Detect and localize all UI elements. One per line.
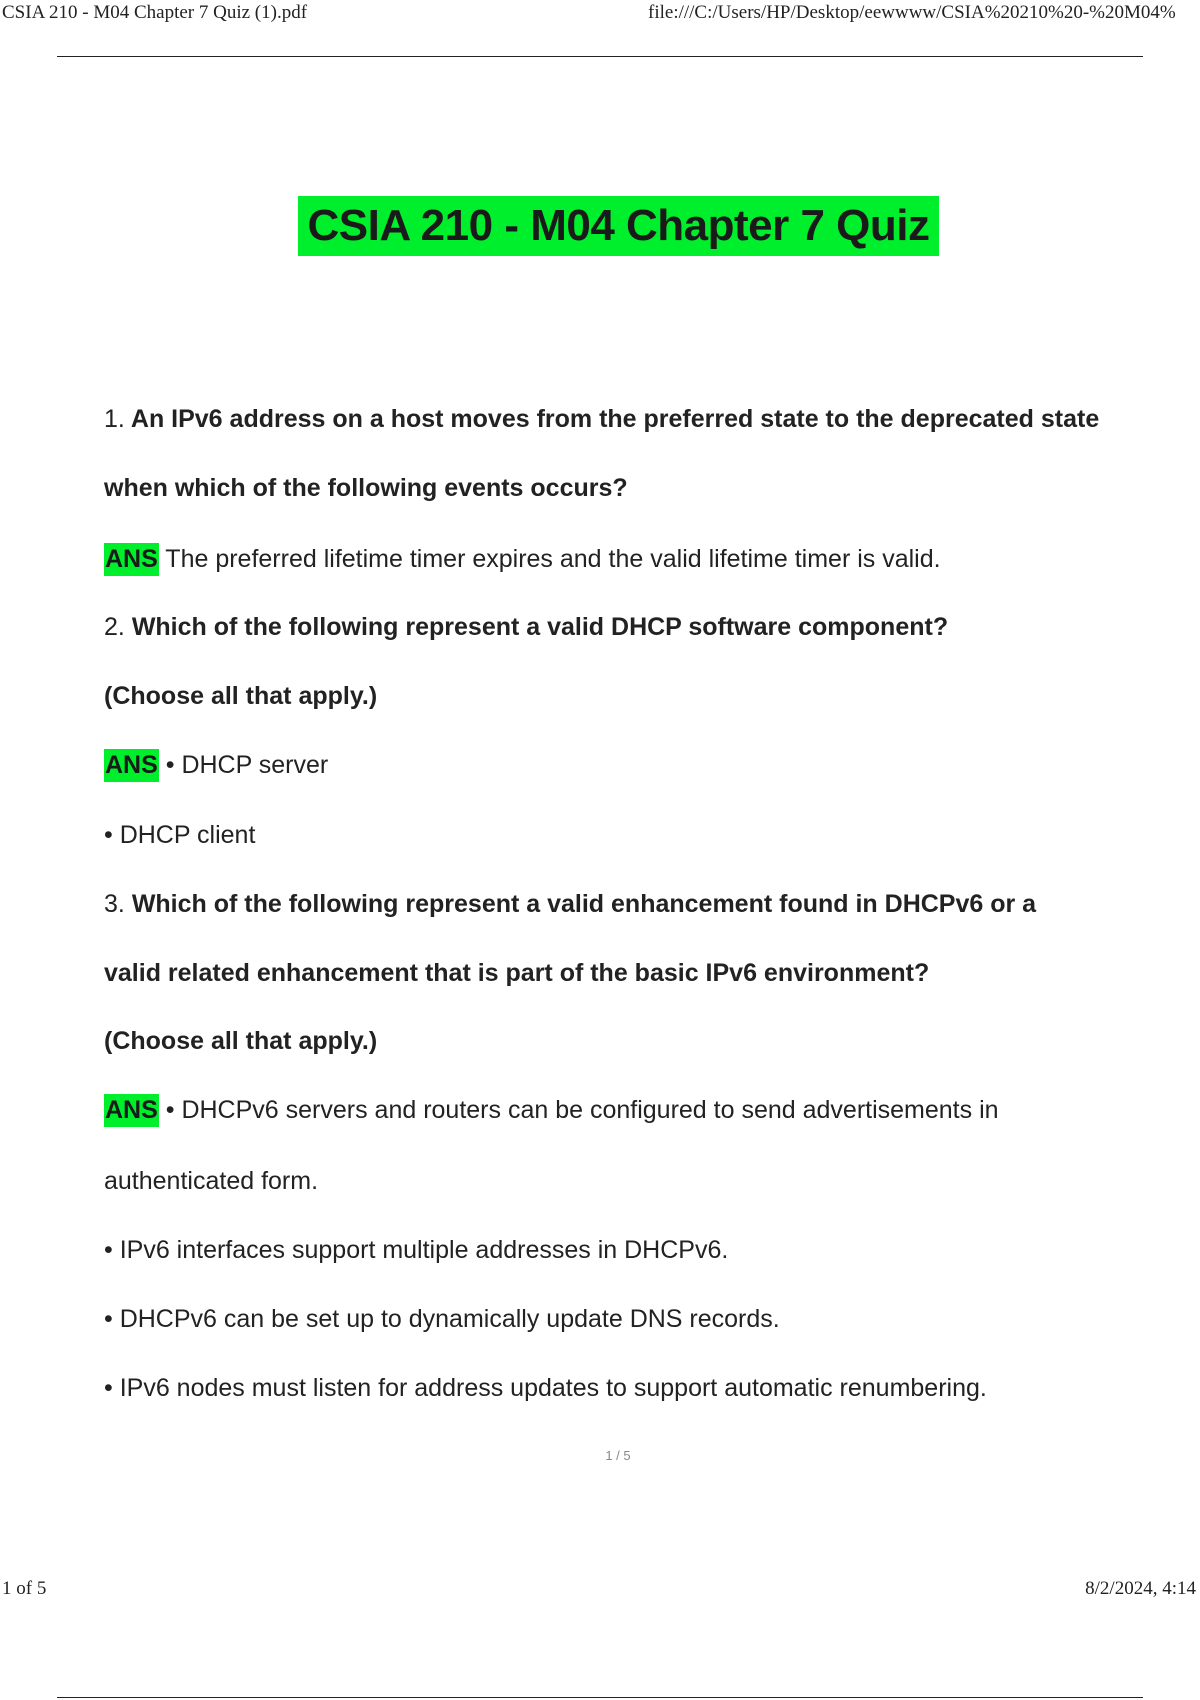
print-header-title: CSIA 210 - M04 Chapter 7 Quiz (1).pdf (2, 2, 308, 23)
answer-2-line-2: • DHCP client (104, 821, 256, 849)
answer-3-line-2: authenticated form. (104, 1167, 319, 1195)
question-text: An IPv6 address on a host moves from the preferred state to the deprecated state (130, 405, 1100, 433)
question-3-line-1 (104, 890, 1036, 919)
header-divider (57, 56, 1143, 57)
ans-label: ANS (104, 749, 159, 782)
print-header-url: file:///C:/Users/HP/Desktop/eewwww/CSIA%20210%20-%20M04% (648, 2, 1176, 23)
question-3-line-2: valid related enhancement that is part of the basic IPv6 environment? (104, 959, 930, 987)
ans-label: ANS (104, 543, 159, 576)
answer-text: The preferred lifetime timer expires and the valid lifetime timer is valid. (165, 545, 941, 573)
answer-3-line-3: • IPv6 interfaces support multiple addresses in DHCPv6. (104, 1236, 729, 1264)
print-footer-datetime: 8/2/2024, 4:14 (1085, 1578, 1196, 1599)
page-indicator: 1 / 5 (605, 1448, 631, 1463)
question-3-line-3: (Choose all that apply.) (104, 1027, 378, 1055)
document-title: CSIA 210 - M04 Chapter 7 Quiz (298, 196, 939, 256)
answer-2-line-1 (104, 751, 328, 780)
footer-divider (57, 1697, 1143, 1698)
question-2-line-2: (Choose all that apply.) (104, 682, 378, 710)
answer-3-line-4: • DHCPv6 can be set up to dynamically update DNS records. (104, 1305, 780, 1333)
answer-3-line-1 (104, 1096, 999, 1125)
answer-text: • DHCPv6 servers and routers can be configured to send advertisements in (165, 1096, 999, 1124)
answer-1-line-1 (104, 545, 941, 574)
answer-3-line-5: • IPv6 nodes must listen for address updates to support automatic renumbering. (104, 1374, 987, 1402)
question-text: Which of the following represent a valid enhancement found in DHCPv6 or a (131, 890, 1037, 918)
question-2-line-1 (104, 613, 948, 642)
ans-label: ANS (104, 1094, 159, 1127)
question-1-line-2: when which of the following events occurs? (104, 474, 628, 502)
question-text: Which of the following represent a valid DHCP software component? (131, 613, 949, 641)
answer-text: • DHCP server (165, 751, 329, 779)
question-number: 1. (104, 405, 125, 433)
question-1-line-1 (104, 405, 1099, 434)
question-number: 2. (104, 613, 125, 641)
print-footer-page: 1 of 5 (2, 1578, 47, 1599)
question-number: 3. (104, 890, 125, 918)
